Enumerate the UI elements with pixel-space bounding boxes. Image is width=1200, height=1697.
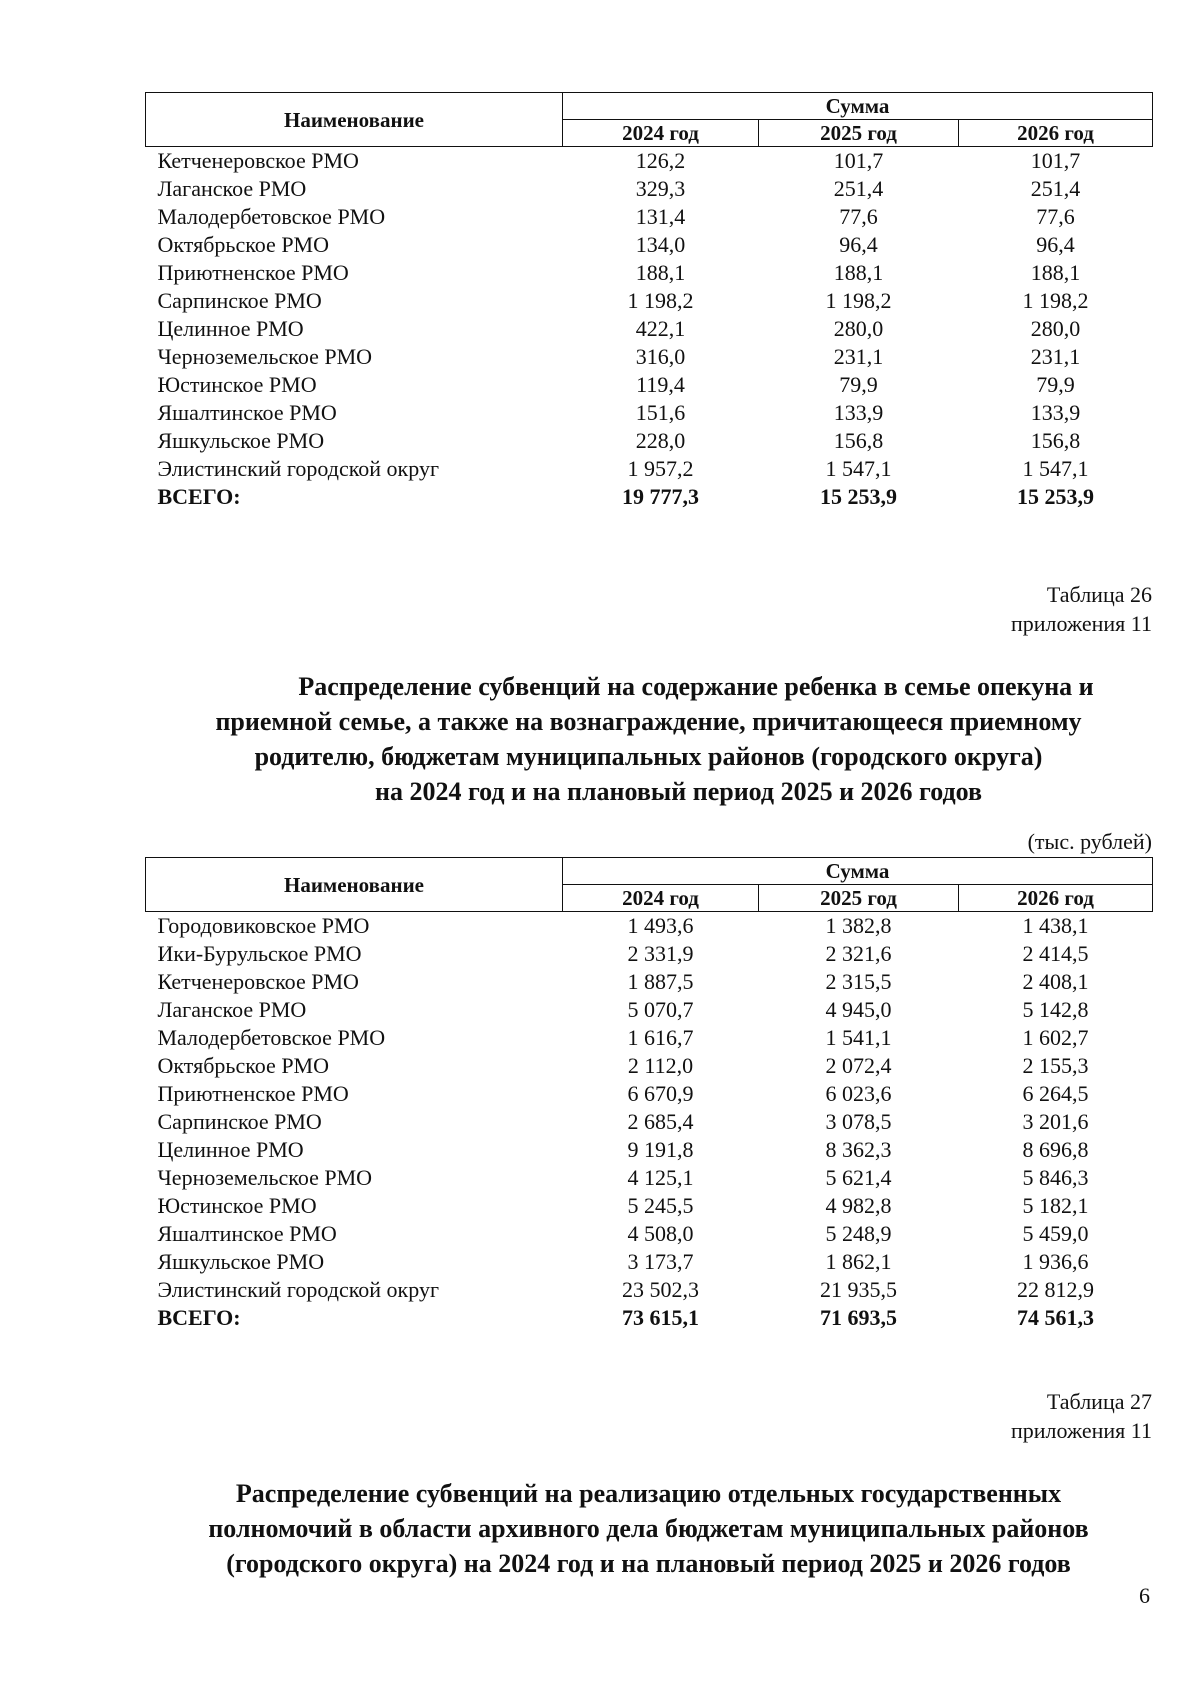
table-row: [146, 287, 1153, 315]
cell-2024: 316,0: [635, 344, 686, 369]
cell-2024: 2 685,4: [627, 1109, 694, 1134]
cell-name: Яшкульское РМО: [157, 1249, 325, 1274]
cell-2025: 2 321,6: [825, 941, 892, 966]
cell-name: Юстинское РМО: [157, 372, 317, 397]
cell-2026: 1 936,6: [1022, 1249, 1089, 1274]
table-row: [146, 175, 1153, 203]
header-year-2026: 2026 год: [959, 120, 1153, 147]
total-2026: 74 561,3: [1017, 1305, 1094, 1330]
table-row: [146, 427, 1153, 455]
cell-name: Черноземельское РМО: [157, 1165, 373, 1190]
table-27-title: [145, 1476, 1152, 1581]
cell-name: Сарпинское РМО: [157, 288, 322, 313]
cell-2024: 2 112,0: [627, 1053, 694, 1078]
page-number: 6: [1139, 1583, 1150, 1608]
cell-2024: 3 173,7: [627, 1249, 694, 1274]
cell-name: Ики-Бурульское РМО: [157, 941, 362, 966]
table-26: [145, 857, 1153, 1332]
total-2024: 19 777,3: [622, 484, 699, 509]
cell-2024: 5 070,7: [627, 997, 694, 1022]
cell-2024: 1 887,5: [627, 969, 694, 994]
cell-name: Лаганское РМО: [157, 176, 307, 201]
cell-2026: 280,0: [1030, 316, 1081, 341]
cell-2026: 231,1: [1030, 344, 1081, 369]
table-25-continued: [145, 92, 1153, 511]
cell-2025: 77,6: [839, 204, 878, 229]
cell-2025: 79,9: [839, 372, 878, 397]
cell-2025: 1 547,1: [825, 456, 892, 481]
cell-2026: 3 201,6: [1022, 1109, 1089, 1134]
table-number: Таблица 27: [1046, 1389, 1152, 1414]
cell-2025: 2 315,5: [825, 969, 892, 994]
total-2025: 15 253,9: [820, 484, 897, 509]
cell-2024: 1 198,2: [627, 288, 694, 313]
title-line: приемной семье, а также на вознаграждение, причитающееся приемному: [215, 707, 1082, 736]
cell-2025: 96,4: [839, 232, 878, 257]
cell-2024: 2 331,9: [627, 941, 694, 966]
table-row: [146, 1080, 1153, 1108]
header-name: Наименование: [146, 93, 563, 147]
title-line: полномочий в области архивного дела бюджетам муниципальных районов: [208, 1514, 1089, 1543]
table-row: [146, 912, 1153, 941]
cell-2024: 134,0: [635, 232, 686, 257]
cell-2025: 5 621,4: [825, 1165, 892, 1190]
total-2026: 15 253,9: [1017, 484, 1094, 509]
units-label: (тыс. рублей): [1027, 829, 1152, 854]
cell-2026: 77,6: [1036, 204, 1075, 229]
cell-2024: 1 957,2: [627, 456, 694, 481]
total-2024: 73 615,1: [622, 1305, 699, 1330]
cell-2025: 1 382,8: [825, 913, 892, 938]
header-year-2024: 2024 год: [563, 885, 759, 912]
table-row: [146, 147, 1153, 176]
table-row: [146, 1192, 1153, 1220]
table-row: [146, 1136, 1153, 1164]
table-row: [146, 1276, 1153, 1304]
cell-2025: 2 072,4: [825, 1053, 892, 1078]
cell-2024: 1 493,6: [627, 913, 694, 938]
total-2025: 71 693,5: [820, 1305, 897, 1330]
header-year-2025: 2025 год: [759, 885, 959, 912]
cell-name: Малодербетовское РМО: [157, 204, 386, 229]
cell-name: Элистинский городской округ: [157, 456, 439, 481]
cell-2026: 251,4: [1030, 176, 1081, 201]
cell-name: Яшалтинское РМО: [157, 400, 337, 425]
cell-name: Городовиковское РМО: [157, 913, 370, 938]
cell-2025: 21 935,5: [820, 1277, 897, 1302]
cell-name: Приютненское РМО: [157, 1081, 349, 1106]
appendix-label: приложения 11: [1010, 1418, 1152, 1443]
cell-2026: 96,4: [1036, 232, 1075, 257]
table-row: [146, 1164, 1153, 1192]
cell-2024: 9 191,8: [627, 1137, 694, 1162]
cell-2024: 119,4: [636, 372, 685, 397]
cell-2026: 2 155,3: [1022, 1053, 1089, 1078]
header-sum: Сумма: [563, 93, 1153, 120]
cell-2024: 151,6: [635, 400, 686, 425]
table-row: [146, 968, 1153, 996]
table-header: [146, 858, 1153, 912]
cell-name: Кетченеровское РМО: [157, 148, 359, 173]
cell-2025: 231,1: [833, 344, 884, 369]
cell-2025: 156,8: [833, 428, 884, 453]
cell-name: Элистинский городской округ: [157, 1277, 439, 1302]
header-year-2026: 2026 год: [959, 885, 1153, 912]
cell-2026: 6 264,5: [1022, 1081, 1089, 1106]
cell-2025: 8 362,3: [825, 1137, 892, 1162]
total-row: [146, 1304, 1153, 1332]
cell-2025: 133,9: [833, 400, 884, 425]
table-row: [146, 1220, 1153, 1248]
cell-2025: 188,1: [833, 260, 884, 285]
cell-2026: 188,1: [1030, 260, 1081, 285]
table-row: [146, 455, 1153, 483]
cell-2026: 1 602,7: [1022, 1025, 1089, 1050]
cell-2025: 6 023,6: [825, 1081, 892, 1106]
table-body: [146, 147, 1153, 512]
cell-2026: 1 547,1: [1022, 456, 1089, 481]
table-row: [146, 259, 1153, 287]
table-row: [146, 231, 1153, 259]
cell-2026: 2 408,1: [1022, 969, 1089, 994]
cell-2025: 1 541,1: [825, 1025, 892, 1050]
total-label: ВСЕГО:: [157, 1305, 241, 1330]
cell-2025: 3 078,5: [825, 1109, 892, 1134]
cell-2026: 8 696,8: [1022, 1137, 1089, 1162]
cell-2024: 329,3: [635, 176, 686, 201]
cell-name: Яшалтинское РМО: [157, 1221, 337, 1246]
table-row: [146, 1248, 1153, 1276]
cell-name: Целинное РМО: [157, 316, 304, 341]
cell-2024: 422,1: [635, 316, 686, 341]
table-row: [146, 1108, 1153, 1136]
table-row: [146, 203, 1153, 231]
header-year-2025: 2025 год: [759, 120, 959, 147]
header-sum: Сумма: [563, 858, 1153, 885]
cell-2026: 5 182,1: [1022, 1193, 1089, 1218]
cell-2024: 1 616,7: [627, 1025, 694, 1050]
table-body: [146, 912, 1153, 1333]
cell-2025: 1 862,1: [825, 1249, 892, 1274]
table-row: [146, 399, 1153, 427]
cell-2026: 1 198,2: [1022, 288, 1089, 313]
cell-2025: 5 248,9: [825, 1221, 892, 1246]
cell-2024: 126,2: [635, 148, 686, 173]
cell-2026: 5 846,3: [1022, 1165, 1089, 1190]
cell-2024: 4 125,1: [627, 1165, 694, 1190]
cell-name: Юстинское РМО: [157, 1193, 317, 1218]
cell-2026: 2 414,5: [1022, 941, 1089, 966]
cell-name: Лаганское РМО: [157, 997, 307, 1022]
title-line: (городского округа) на 2024 год и на плановый период 2025 и 2026 годов: [226, 1549, 1071, 1578]
cell-name: Яшкульское РМО: [157, 428, 325, 453]
cell-2025: 1 198,2: [825, 288, 892, 313]
cell-name: Черноземельское РМО: [157, 344, 373, 369]
table-row: [146, 343, 1153, 371]
cell-2025: 280,0: [833, 316, 884, 341]
title-line: родителю, бюджетам муниципальных районов (городского округа): [254, 742, 1043, 771]
cell-2025: 4 982,8: [825, 1193, 892, 1218]
table-header: [146, 93, 1153, 147]
title-line: Распределение субвенций на содержание ребенка в семье опекуна и: [298, 672, 1094, 701]
cell-2024: 188,1: [635, 260, 686, 285]
cell-name: Приютненское РМО: [157, 260, 349, 285]
cell-2024: 23 502,3: [622, 1277, 699, 1302]
cell-2026: 22 812,9: [1017, 1277, 1094, 1302]
cell-2026: 133,9: [1030, 400, 1081, 425]
total-label: ВСЕГО:: [157, 484, 241, 509]
table-number: Таблица 26: [1046, 582, 1152, 607]
cell-name: Целинное РМО: [157, 1137, 304, 1162]
table-row: [146, 1024, 1153, 1052]
cell-2024: 5 245,5: [627, 1193, 694, 1218]
appendix-label: приложения 11: [1010, 611, 1152, 636]
cell-name: Кетченеровское РМО: [157, 969, 359, 994]
table-row: [146, 371, 1153, 399]
table-row: [146, 1052, 1153, 1080]
table-row: [146, 315, 1153, 343]
title-line: Распределение субвенций на реализацию отдельных государственных: [235, 1479, 1062, 1508]
cell-2026: 5 459,0: [1022, 1221, 1089, 1246]
cell-2026: 79,9: [1036, 372, 1075, 397]
cell-2026: 5 142,8: [1022, 997, 1089, 1022]
cell-2024: 4 508,0: [627, 1221, 694, 1246]
table-26-reference: [1011, 580, 1152, 638]
cell-name: Октябрьское РМО: [157, 1053, 330, 1078]
cell-2025: 251,4: [833, 176, 884, 201]
table-27-reference: [1011, 1387, 1152, 1445]
cell-2026: 156,8: [1030, 428, 1081, 453]
header-year-2024: 2024 год: [563, 120, 759, 147]
cell-name: Октябрьское РМО: [157, 232, 330, 257]
table-row: [146, 996, 1153, 1024]
cell-name: Сарпинское РМО: [157, 1109, 322, 1134]
cell-2024: 228,0: [635, 428, 686, 453]
table-row: [146, 940, 1153, 968]
header-name: Наименование: [146, 858, 563, 912]
cell-2026: 1 438,1: [1022, 913, 1089, 938]
cell-2024: 6 670,9: [627, 1081, 694, 1106]
cell-2024: 131,4: [635, 204, 686, 229]
cell-2025: 101,7: [833, 148, 884, 173]
table-26-title: [145, 669, 1152, 809]
cell-2025: 4 945,0: [825, 997, 892, 1022]
total-row: [146, 483, 1153, 511]
cell-name: Малодербетовское РМО: [157, 1025, 386, 1050]
cell-2026: 101,7: [1030, 148, 1081, 173]
title-line: на 2024 год и на плановый период 2025 и 2026 годов: [374, 777, 983, 806]
